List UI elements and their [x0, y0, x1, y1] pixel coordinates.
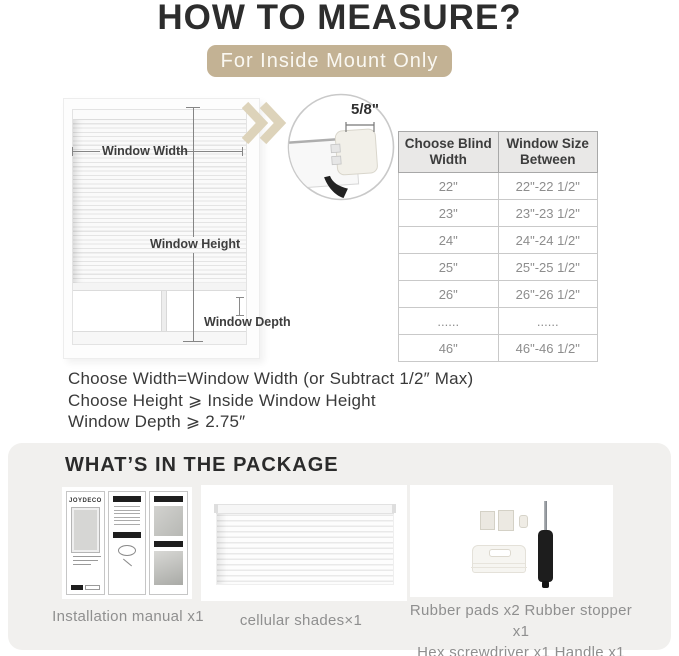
headrail-depth-label: 5/8" — [351, 101, 379, 118]
table-cell: ...... — [498, 308, 598, 335]
manual-text-line — [114, 513, 141, 514]
shade-endcap — [214, 504, 218, 513]
manual-text-line — [114, 517, 141, 518]
inside-mount-badge: For Inside Mount Only — [207, 45, 452, 77]
table-row — [399, 227, 598, 254]
table-row — [399, 200, 598, 227]
table-cell: 46" — [399, 335, 499, 362]
package-card-shades — [201, 485, 407, 601]
manual-photo — [154, 506, 183, 536]
caption-hardware-line1: Rubber pads x2 Rubber stopper x1 — [409, 602, 633, 640]
manual-brand: JOYDECO — [69, 498, 102, 504]
manual-text-line — [73, 556, 101, 557]
shade-thumbnail-rail — [216, 504, 394, 514]
table-header-cell: Window Size Between — [498, 132, 598, 173]
handle-slot — [489, 549, 511, 557]
table-cell: 22"-22 1/2" — [498, 173, 598, 200]
window-width-label: Window Width — [102, 144, 188, 158]
width-tick-right — [242, 147, 243, 156]
table-row — [399, 281, 598, 308]
page-title: HOW TO MEASURE? — [157, 0, 522, 37]
screwdriver-shaft — [544, 501, 547, 531]
manual-text-line — [114, 510, 141, 511]
cellular-shade-thumbnail — [216, 504, 394, 585]
table-cell: 23" — [399, 200, 499, 227]
window-sill — [73, 331, 246, 344]
screwdriver-nub — [542, 581, 549, 588]
shade-bottom-rail — [73, 283, 246, 291]
manual-logo-bar — [71, 585, 100, 590]
window-mullion — [161, 291, 167, 332]
table-cell: 26" — [399, 281, 499, 308]
height-tick-bottom — [183, 341, 203, 342]
table-row — [399, 173, 598, 200]
table-cell: 26"-26 1/2" — [498, 281, 598, 308]
instruction-line: Choose Width=Window Width (or Subtract 1/2″ Max) — [68, 369, 474, 388]
table-cell: 24" — [399, 227, 499, 254]
manual-screw-figure — [123, 558, 132, 566]
manual-panel — [108, 491, 147, 595]
headrail-magnifier — [286, 92, 396, 202]
handle-line — [473, 563, 525, 564]
shade-headrail — [73, 110, 246, 120]
table-header-row — [399, 132, 598, 173]
table-cell: 25" — [399, 254, 499, 281]
width-measure-line — [72, 151, 100, 152]
shade-endcap — [392, 504, 396, 513]
instruction-line: Choose Height ⩾ Inside Window Height — [68, 390, 376, 410]
table-row — [399, 335, 598, 362]
rubber-pad — [480, 511, 495, 530]
caption-hardware-line2: Hex screwdriver x1 Handle x1 — [417, 644, 625, 656]
manual-section-bar — [113, 532, 142, 538]
blind-size-table — [398, 131, 598, 362]
manual-text-line — [114, 520, 141, 521]
instructions-block — [68, 368, 473, 433]
screwdriver-handle — [538, 530, 553, 582]
width-tick-left — [72, 147, 73, 156]
manual-section-bar — [154, 541, 183, 547]
installation-manual-thumbnail — [66, 491, 188, 595]
table-cell: 23"-23 1/2" — [498, 200, 598, 227]
caption-shades: cellular shades×1 — [239, 612, 363, 629]
caption-manual: Installation manual x1 — [52, 608, 204, 625]
table-cell: ...... — [399, 308, 499, 335]
manual-text-line — [73, 564, 91, 565]
manual-section-bar — [154, 496, 183, 502]
window-depth-label: Window Depth — [204, 315, 291, 329]
manual-text-line — [73, 560, 98, 561]
height-measure-line — [193, 253, 194, 341]
caption-hardware — [405, 600, 637, 656]
table-cell: 25"-25 1/2" — [498, 254, 598, 281]
manual-section-bar — [113, 496, 142, 502]
table-row — [399, 254, 598, 281]
table-header-cell: Choose Blind Width — [399, 132, 499, 173]
depth-bracket — [236, 297, 244, 316]
table-cell: 46"-46 1/2" — [498, 335, 598, 362]
handle-line — [471, 567, 527, 568]
table-cell: 22" — [399, 173, 499, 200]
package-heading: WHAT’S IN THE PACKAGE — [65, 454, 339, 476]
manual-text-line — [114, 506, 141, 507]
manual-window-picture — [72, 508, 99, 552]
manual-oval-figure — [118, 545, 136, 556]
package-card-hardware — [410, 485, 613, 597]
chevron-right-icon — [242, 98, 288, 146]
table-row — [399, 308, 598, 335]
window-height-label: Window Height — [150, 237, 241, 251]
table-cell: 24"-24 1/2" — [498, 227, 598, 254]
handle-piece — [472, 545, 526, 573]
rubber-pad — [498, 510, 514, 531]
package-card-manual — [62, 487, 192, 599]
manual-panel — [149, 491, 188, 595]
manual-text-line — [114, 524, 141, 525]
height-measure-line — [193, 107, 194, 237]
rubber-stopper — [519, 515, 528, 528]
instruction-line: Window Depth ⩾ 2.75″ — [68, 412, 246, 431]
manual-photo — [154, 551, 183, 585]
manual-panel — [66, 491, 105, 595]
